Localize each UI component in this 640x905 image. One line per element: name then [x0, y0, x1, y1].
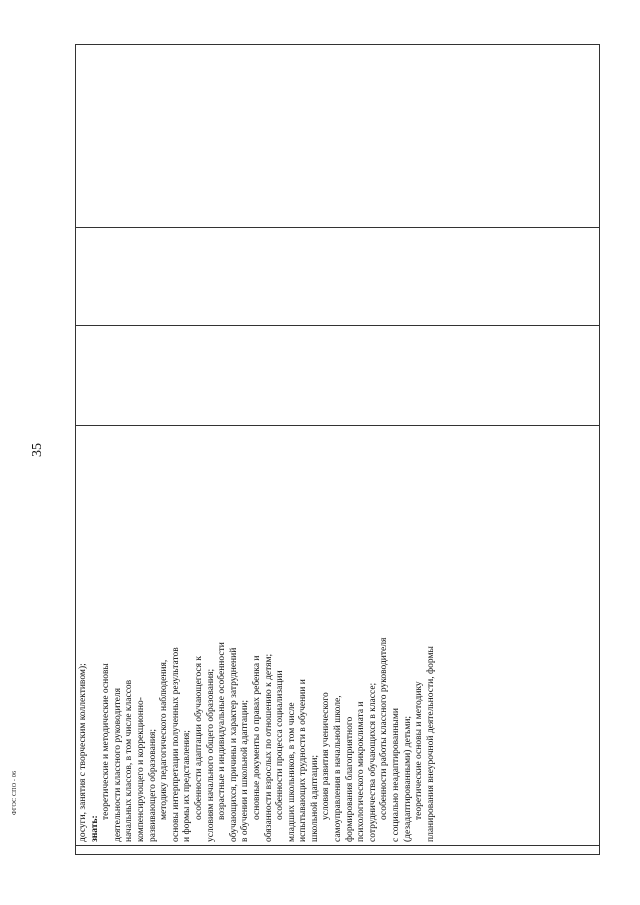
text-line: условиям начального общего образования;: [205, 668, 216, 842]
competency-table: [75, 44, 600, 855]
content-text: [78, 430, 437, 842]
text-line: психологического микроклимата и: [356, 701, 367, 842]
text-line: школьной адаптации;: [309, 754, 320, 842]
text-line: досуги, занятия с творческим коллективом);: [78, 663, 88, 842]
text-line: сотрудничества обучающихся в классе;: [367, 682, 378, 842]
text-line: и формы их представления;: [182, 730, 193, 842]
text-line: возрастные и индивидуальные особенности: [217, 642, 228, 820]
text-line: с социально неадаптированными: [391, 708, 402, 842]
text-line: особенности работы классного руководителя: [379, 637, 390, 820]
text-line: знать:: [89, 815, 100, 842]
footer-code: ФГОС СПО - 06: [12, 770, 18, 815]
table-cell-content: [76, 426, 600, 846]
text-line: особенности процесса социализации: [275, 670, 286, 820]
text-line: теоретические и методические основы: [101, 663, 112, 820]
table-cell-empty-narrow: [76, 846, 600, 855]
text-line: деятельности классного руководителя: [112, 688, 123, 842]
text-line: обучающихся, причины и характер затруднений: [228, 647, 239, 842]
text-line: теоретические основы и методику: [414, 681, 425, 820]
text-line: младших школьников, в том числе: [286, 702, 297, 842]
text-line: компенсирующего и коррекционно-: [135, 697, 146, 842]
text-line: самоуправления в начальной школе,: [333, 695, 344, 842]
text-line: основные документы о правах ребенка и: [251, 655, 262, 820]
text-line: развивающего образования;: [147, 728, 158, 842]
text-line: формирования благоприятного: [344, 716, 355, 842]
text-line: методику педагогического наблюдения,: [159, 659, 170, 820]
table-cell-empty: [76, 45, 600, 228]
text-line: испытывающих трудности в обучении и: [298, 679, 309, 842]
text-line: особенности адаптации обучающегося к: [193, 655, 204, 820]
page-number: 35: [30, 443, 45, 457]
text-line: условия развития ученического: [321, 692, 332, 820]
text-line: (дезадаптированными) детьми;: [402, 715, 413, 842]
text-line: в обучении и школьной адаптации;: [240, 700, 251, 842]
text-line: обязанности взрослых по отношению к детям;: [263, 653, 274, 842]
text-line: начальных классов, в том числе классов: [124, 679, 135, 842]
table-cell-empty: [76, 228, 600, 326]
table-cell-empty: [76, 326, 600, 426]
text-line: основы интерпретации полученных результатов: [170, 647, 181, 842]
text-line: планирования внеурочной деятельности, формы: [425, 646, 436, 842]
table-row: [76, 45, 600, 855]
